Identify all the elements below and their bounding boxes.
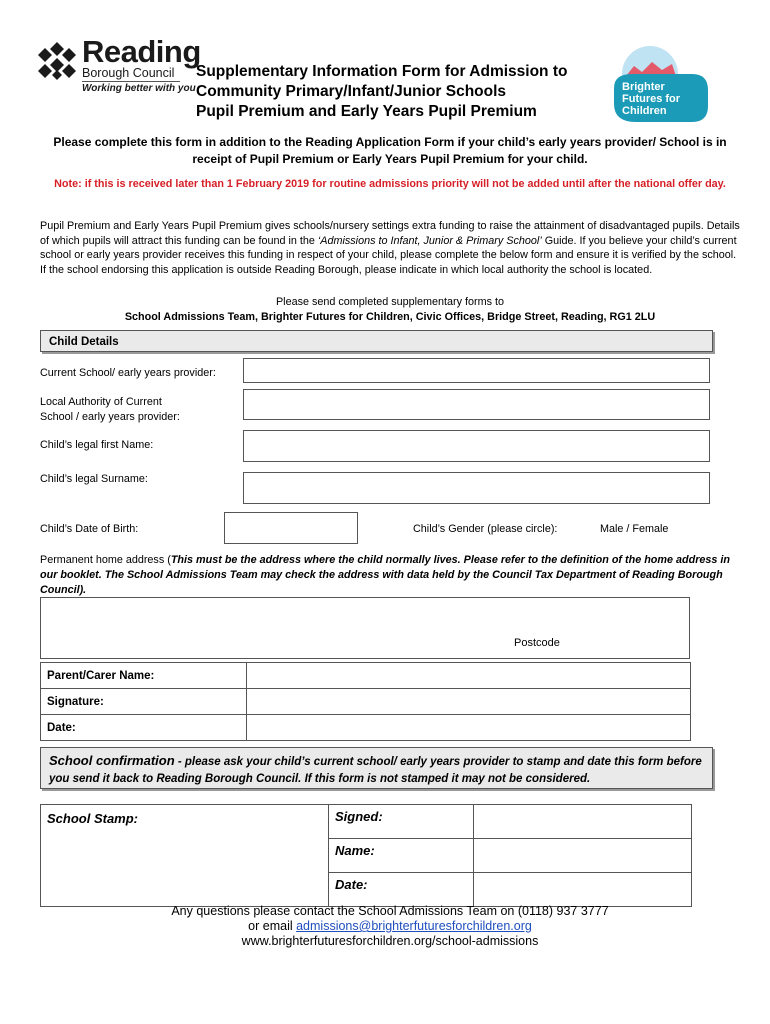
bffc-logo bbox=[612, 44, 710, 124]
local-authority-label-line-1: Local Authority of Current bbox=[40, 396, 162, 408]
address-label bbox=[40, 553, 730, 598]
deadline-note: Note: if this is received later than 1 February 2019 for routine admissions priority will not be added until after the national offer day. bbox=[54, 178, 726, 190]
postcode-label: Postcode bbox=[514, 637, 560, 649]
parent-date-label: Date: bbox=[41, 715, 247, 741]
bffc-logo-line-3: Children bbox=[622, 105, 667, 117]
stamp-name-label: Name: bbox=[329, 839, 474, 873]
parent-date-field[interactable] bbox=[247, 715, 691, 741]
contact-phone-line: Any questions please contact the School Admissions Team on (0118) 937 3777 bbox=[171, 904, 609, 918]
current-school-label: Current School/ early years provider: bbox=[40, 367, 216, 379]
council-logo-sub: Borough Council bbox=[82, 66, 175, 80]
send-address: School Admissions Team, Brighter Futures for Children, Civic Offices, Bridge Street, Reading, RG1 2LU bbox=[124, 311, 656, 323]
form-title bbox=[196, 62, 616, 122]
reading-council-emblem-icon bbox=[36, 40, 78, 82]
signature-label: Signature: bbox=[41, 689, 247, 715]
parent-carer-table bbox=[40, 662, 691, 741]
send-instruction: Please send completed supplementary forms to bbox=[275, 296, 505, 308]
para-before: Pupil Premium and Early Years Pupil Premium gives schools/nursery settings extra funding to raise the attainment of disadvantaged pupils. Details of which pupils will attract this funding can be found in the bbox=[40, 220, 740, 247]
guide-title: ‘Admissions to Infant, Junior & Primary School’ bbox=[317, 234, 542, 247]
title-line-1: Supplementary Information Form for Admission to bbox=[196, 63, 568, 80]
dob-field[interactable] bbox=[224, 512, 358, 544]
title-line-3: Pupil Premium and Early Years Pupil Premium bbox=[196, 103, 537, 120]
parent-name-field[interactable] bbox=[247, 663, 691, 689]
school-stamp-table bbox=[40, 804, 692, 907]
school-confirmation-lead: School confirmation bbox=[49, 753, 175, 768]
first-name-label: Child’s legal first Name: bbox=[40, 439, 154, 451]
school-stamp-area[interactable] bbox=[41, 805, 329, 907]
dob-label: Child’s Date of Birth: bbox=[40, 523, 139, 535]
admissions-email-link[interactable]: admissions@brighterfuturesforchildren.org bbox=[296, 919, 532, 933]
council-logo-rule bbox=[82, 81, 180, 82]
title-line-2: Community Primary/Infant/Junior Schools bbox=[196, 83, 507, 100]
intro-instruction: Please complete this form in addition to the Reading Application Form if your child’s early years provider/ School is in receipt of Pupil Premium or Early Years Pupil Premium for your child. bbox=[53, 135, 727, 166]
surname-label: Child’s legal Surname: bbox=[40, 473, 148, 485]
contact-email-line bbox=[40, 919, 740, 934]
bffc-logo-line-1: Brighter bbox=[622, 81, 665, 93]
local-authority-label-line-2: School / early years provider: bbox=[40, 411, 180, 423]
signature-field[interactable] bbox=[247, 689, 691, 715]
website-line[interactable]: www.brighterfuturesforchildren.org/school-admissions bbox=[241, 934, 539, 948]
stamp-name-field[interactable] bbox=[474, 839, 692, 873]
pupil-premium-paragraph bbox=[40, 219, 740, 277]
local-authority-label bbox=[40, 395, 180, 425]
school-confirmation-banner bbox=[40, 747, 713, 789]
council-logo-tagline: Working better with you bbox=[82, 83, 196, 94]
child-details-header: Child Details bbox=[40, 330, 713, 352]
surname-field[interactable] bbox=[243, 472, 710, 504]
email-prefix: or email bbox=[248, 919, 297, 933]
local-authority-field[interactable] bbox=[243, 389, 710, 420]
gender-options[interactable]: Male / Female bbox=[600, 523, 669, 535]
school-confirmation-text: - please ask your child’s current school/ early years provider to stamp and date this form before you send it back to Reading Borough Council. If this form is not stamped it may not be considered. bbox=[49, 756, 702, 785]
signed-field[interactable] bbox=[474, 805, 692, 839]
gender-label: Child’s Gender (please circle): bbox=[413, 523, 558, 535]
address-field[interactable] bbox=[40, 597, 690, 659]
signed-label: Signed: bbox=[329, 805, 474, 839]
contact-footer bbox=[40, 904, 740, 949]
first-name-field[interactable] bbox=[243, 430, 710, 462]
stamp-date-field[interactable] bbox=[474, 873, 692, 907]
stamp-date-label: Date: bbox=[329, 873, 474, 907]
council-logo-name: Reading bbox=[82, 34, 201, 69]
address-label-lead: Permanent home address ( bbox=[40, 554, 171, 566]
bffc-logo-line-2: Futures for bbox=[622, 93, 681, 105]
address-definition-note: This must be the address where the child normally lives. Please refer to the definition of the home address in our booklet. The School Admissions Team may check the address with data held by the Council Tax Department of Reading Borough Council). bbox=[40, 554, 731, 596]
parent-name-label: Parent/Carer Name: bbox=[41, 663, 247, 689]
para-after: Guide. If you believe your child’s current school or early years provider receives this funding in respect of your child, please complete the below form and ensure it is verified by the school. If the school endorsing this application is outside Reading Borough, please indicate in which local authority the school is located. bbox=[40, 234, 737, 276]
school-stamp-label: School Stamp: bbox=[47, 811, 139, 826]
current-school-field[interactable] bbox=[243, 358, 710, 383]
